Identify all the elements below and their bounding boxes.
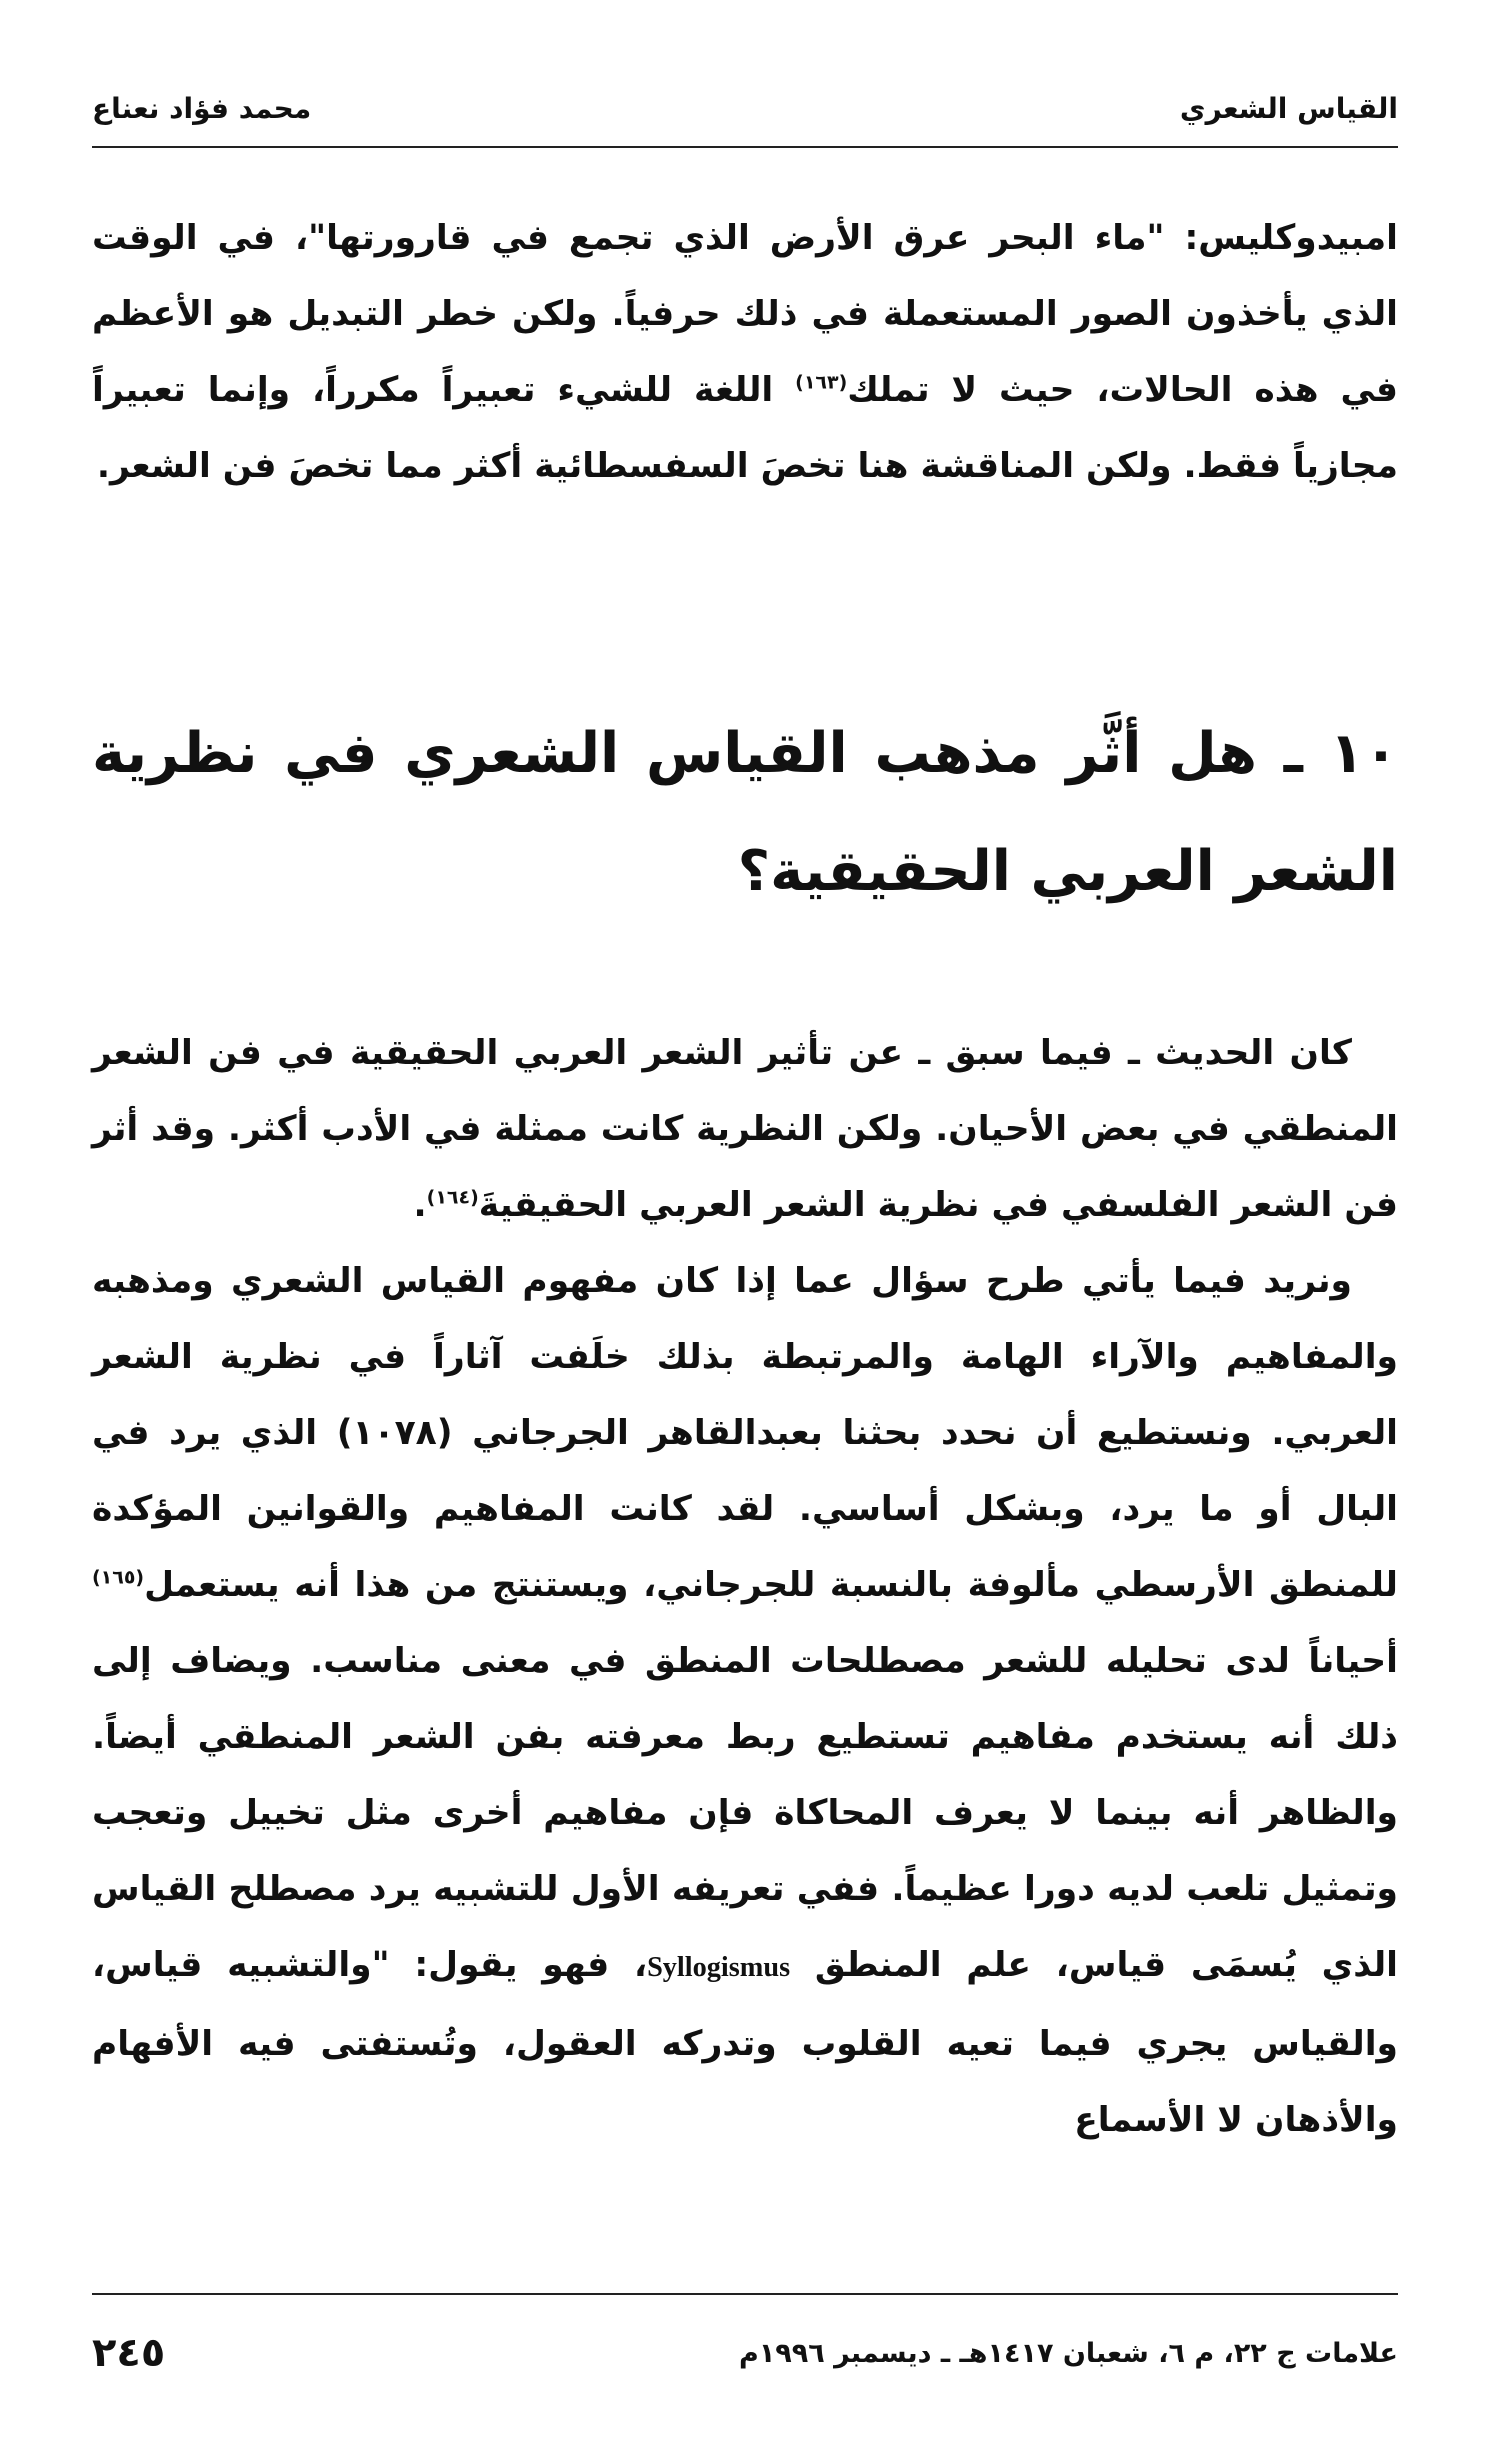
footnote-ref-164: (١٦٤): [426, 1186, 479, 1209]
paragraph-3-text-c: ، فهو يقول: "والتشبيه قياس، والقياس يجري فيما تعيه القلوب وتدركه العقول، وتُستفتى فيه الأفهام والأذهان لا الأسماع: [92, 1945, 1398, 2140]
header-divider: [92, 146, 1398, 148]
paragraph-2-text-a: كان الحديث ـ فيما سبق ـ عن تأثير الشعر العربي الحقيقية في فن الشعر المنطقي في بعض الأحيان. ولكن النظرية كانت ممثلة في الأدب أكثر. وقد أثر فن الشعر الفلسفي في نظرية الشعر العربي الحقيقيةَ: [92, 1033, 1398, 1225]
page-number: ٢٤٥: [92, 2330, 166, 2376]
paragraph-3: [92, 1243, 1398, 2158]
journal-info: علامات ج ٢٢، م ٦، شعبان ١٤١٧هـ ـ ديسمبر ١٩٩٦م: [739, 2337, 1398, 2369]
footnote-ref-163: (١٦٣): [795, 371, 848, 394]
running-header: [92, 78, 1398, 138]
page-footer: [92, 2318, 1398, 2388]
paragraph-3-text-b: أحياناً لدى تحليله للشعر مصطلحات المنطق في معنى مناسب. ويضاف إلى ذلك أنه يستخدم مفاهيم تستطيع ربط معرفته بفن الشعر المنطقي أيضاً. والظاهر أنه بينما لا يعرف المحاكاة فإن مفاهيم أخرى مثل تخييل وتعجب وتمثيل تلعب لديه دورا عظيماً. ففي تعريفه الأول للتشبيه يرد مصطلح القياس الذي يُسمَى قياس، علم المنطق: [92, 1641, 1399, 1985]
header-author: محمد فؤاد نعناع: [92, 91, 312, 125]
footer-divider: [92, 2293, 1398, 2295]
paragraph-2: [92, 1015, 1398, 1243]
latin-term: Syllogismus: [647, 1952, 791, 1983]
paragraph-3-text-a: ونريد فيما يأتي طرح سؤال عما إذا كان مفهوم القياس الشعري ومذهبه والمفاهيم والآراء الهامة والمرتبطة بذلك خلَفت آثاراً في نظرية الشعر العربي. ونستطيع أن نحدد بحثنا بعبدالقاهر الجرجاني (١٠٧٨) الذي يرد في البال أو ما يرد، وبشكل أساسي. لقد كانت المفاهيم والقوانين المؤكدة للمنطق الأرسطي مألوفة بالنسبة للجرجاني، ويستنتج من هذا أنه يستعمل: [92, 1261, 1399, 1605]
header-section-title: القياس الشعري: [1179, 91, 1398, 125]
footnote-ref-165: (١٦٥): [92, 1566, 145, 1589]
paragraph-1: [92, 200, 1398, 504]
paragraph-1-text-a: امبيدوكليس: "ماء البحر عرق الأرض الذي تجمع في قارورتها"، في الوقت الذي يأخذون الصور المستعملة في ذلك حرفياً. ولكن خطر التبديل هو الأعظم في هذه الحالات، حيث لا تملك: [92, 218, 1399, 410]
paragraph-2-text-b: .: [413, 1185, 427, 1225]
section-heading: ١٠ ـ هل أثَّر مذهب القياس الشعري في نظرية الشعر العربي الحقيقية؟: [92, 721, 1398, 904]
paragraph-1-text-b: اللغة للشيء تعبيراً مكرراً، وإنما تعبيراً مجازياً فقط. ولكن المناقشة هنا تخصَ السفسطائية أكثر مما تخصَ فن الشعر.: [92, 370, 1398, 486]
